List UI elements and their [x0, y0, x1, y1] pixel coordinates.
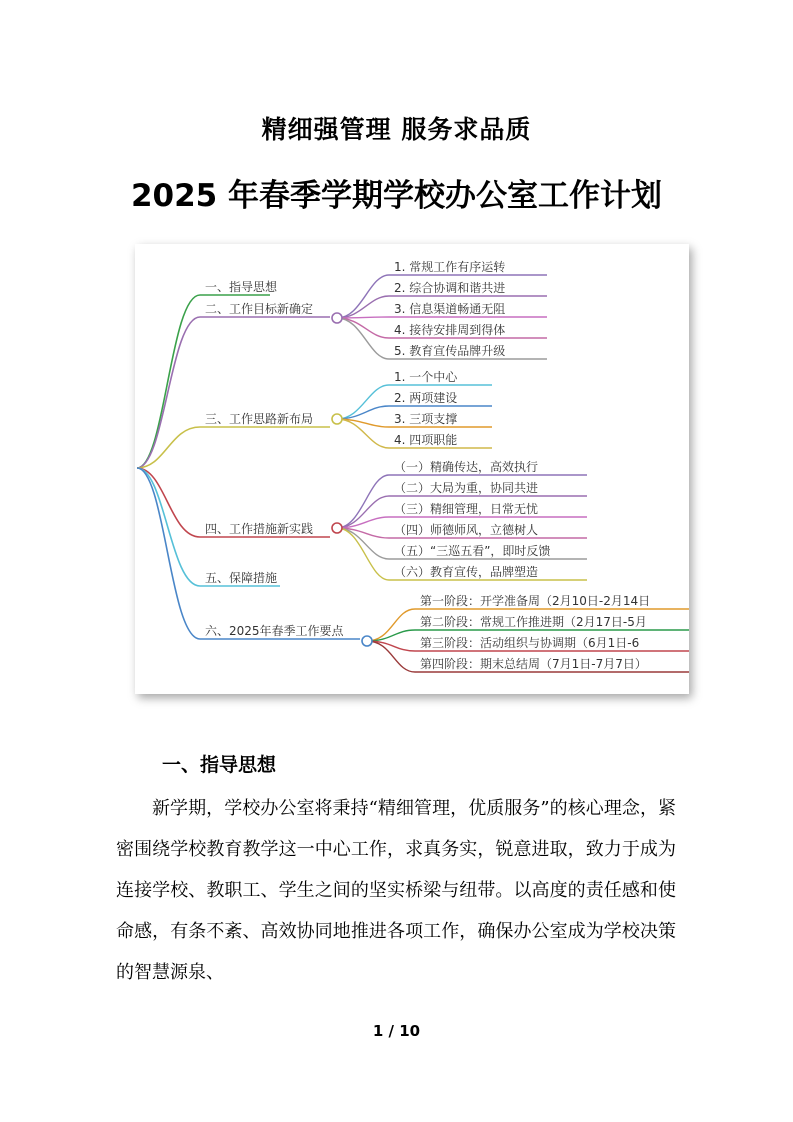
mindmap-branch-label: 一、指导思想: [205, 280, 278, 294]
mindmap-branch-line: [137, 427, 330, 468]
mindmap-child-label: 2. 综合协调和谐共进: [394, 281, 506, 295]
mindmap-child-label: 3. 三项支撑: [394, 412, 458, 426]
mindmap-child-label: （四）师德师风，立德树人: [394, 523, 539, 537]
mindmap-child-label: （三）精细管理，日常无忧: [394, 502, 539, 516]
mindmap-node-circle: [362, 636, 372, 646]
mindmap-branch-label: 四、工作措施新实践: [205, 522, 314, 536]
mindmap-child-line: [337, 317, 547, 318]
mindmap-child-label: 3. 信息渠道畅通无阻: [394, 302, 506, 316]
mindmap-child-label: 第三阶段：活动组织与协调期（6月1日-6: [420, 636, 640, 650]
mindmap-child-label: 4. 四项职能: [394, 433, 458, 447]
document-subtitle: 精细强管理 服务求品质: [261, 115, 532, 144]
mindmap-node-circle: [332, 523, 342, 533]
mindmap-branch-label: 二、工作目标新确定: [205, 302, 314, 316]
mindmap-child-label: （二）大局为重，协同共进: [394, 481, 539, 495]
section-heading: 一、指导思想: [162, 754, 277, 776]
body-paragraph: 新学期，学校办公室将秉持“精细管理，优质服务”的核心理念，紧密围绕学校教育教学这一中心工作，求真务实，锐意进取，致力于成为连接学校、教职工、学生之间的坚实桥梁与纽带。以高度的责任感和使命感，有条不紊、高效协同地推进各项工作，确保办公室成为学校决策的智慧源泉、: [116, 798, 676, 983]
mindmap-branch-line: [137, 295, 270, 468]
document-title: 2025 年春季学期学校办公室工作计划: [130, 178, 663, 214]
mindmap-child-label: 第二阶段：常规工作推进期（2月17日-5月: [420, 615, 647, 629]
mindmap-branch-label: 五、保障措施: [205, 571, 278, 585]
mindmap-diagram: [135, 244, 689, 694]
mindmap-child-label: 第四阶段：期末总结周（7月1日-7月7日）: [420, 657, 647, 671]
mindmap-image: [135, 244, 689, 694]
mindmap-child-label: 第一阶段：开学准备周（2月10日-2月14日: [420, 594, 651, 608]
mindmap-child-label: 2. 两项建设: [394, 391, 458, 405]
mindmap-node-circle: [332, 313, 342, 323]
mindmap-child-label: 1. 一个中心: [394, 370, 458, 384]
mindmap-branch-label: 三、工作思路新布局: [205, 412, 314, 426]
mindmap-child-label: 1. 常规工作有序运转: [394, 260, 506, 274]
mindmap-node-circle: [332, 414, 342, 424]
mindmap-child-label: （五）“三巡五看”，即时反馈: [394, 544, 551, 558]
mindmap-branch-line: [137, 468, 360, 639]
mindmap-child-label: 5. 教育宣传品牌升级: [394, 344, 506, 358]
mindmap-child-label: （六）教育宣传，品牌塑造: [394, 565, 539, 579]
mindmap-child-label: 4. 接待安排周到得体: [394, 323, 506, 337]
mindmap-child-label: （一）精确传达，高效执行: [394, 460, 539, 474]
mindmap-branch-label: 六、2025年春季工作要点: [205, 624, 344, 638]
page-number: 1 / 10: [372, 1022, 421, 1040]
